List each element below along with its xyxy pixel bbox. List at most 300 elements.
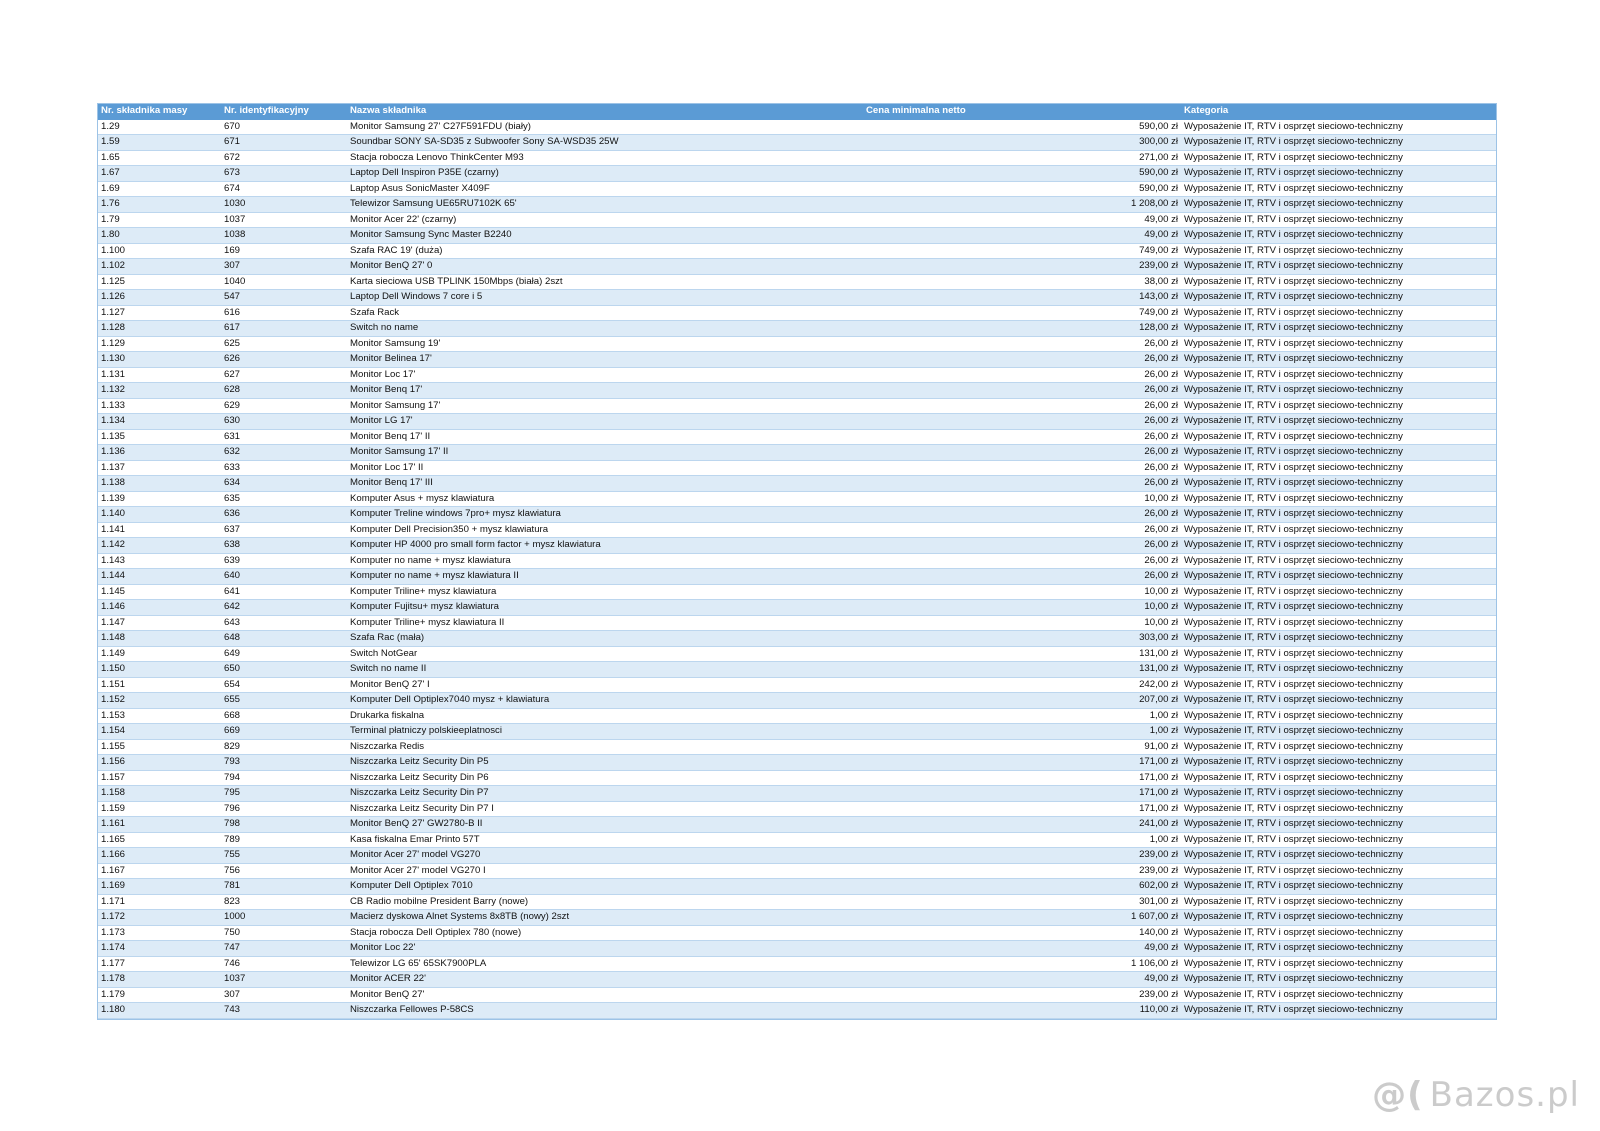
cell-category: Wyposażenie IT, RTV i osprzęt sieciowo-techniczny (1181, 150, 1496, 166)
cell-identification-number: 1040 (221, 274, 347, 290)
cell-category: Wyposażenie IT, RTV i osprzęt sieciowo-techniczny (1181, 321, 1496, 337)
cell-asset-number: 1.172 (98, 910, 221, 926)
cell-asset-number: 1.142 (98, 538, 221, 554)
table-row (98, 600, 1496, 616)
cell-category: Wyposażenie IT, RTV i osprzęt sieciowo-techniczny (1181, 770, 1496, 786)
cell-item-name: Komputer HP 4000 pro small form factor + mysz klawiatura (347, 538, 866, 554)
cell-identification-number: 637 (221, 522, 347, 538)
cell-item-name: Niszczarka Leitz Security Din P7 I (347, 801, 866, 817)
cell-item-name: Komputer Dell Precision350 + mysz klawiatura (347, 522, 866, 538)
table-row (98, 135, 1496, 151)
cell-identification-number: 747 (221, 941, 347, 957)
cell-identification-number: 669 (221, 724, 347, 740)
cell-minimum-price: 128,00 zł (866, 321, 1181, 337)
cell-asset-number: 1.79 (98, 212, 221, 228)
cell-asset-number: 1.148 (98, 631, 221, 647)
cell-minimum-price: 239,00 zł (866, 259, 1181, 275)
cell-identification-number: 1037 (221, 212, 347, 228)
table-row (98, 507, 1496, 523)
cell-item-name: Kasa fiskalna Emar Printo 57T (347, 832, 866, 848)
cell-minimum-price: 300,00 zł (866, 135, 1181, 151)
cell-category: Wyposażenie IT, RTV i osprzęt sieciowo-techniczny (1181, 600, 1496, 616)
table-row (98, 941, 1496, 957)
cell-identification-number: 794 (221, 770, 347, 786)
cell-category: Wyposażenie IT, RTV i osprzęt sieciowo-techniczny (1181, 460, 1496, 476)
cell-asset-number: 1.154 (98, 724, 221, 740)
cell-minimum-price: 26,00 zł (866, 445, 1181, 461)
cell-minimum-price: 110,00 zł (866, 1003, 1181, 1019)
cell-minimum-price: 207,00 zł (866, 693, 1181, 709)
cell-minimum-price: 590,00 zł (866, 181, 1181, 197)
cell-identification-number: 1037 (221, 972, 347, 988)
table-row (98, 445, 1496, 461)
cell-minimum-price: 239,00 zł (866, 863, 1181, 879)
cell-item-name: Laptop Dell Inspiron P35E (czarny) (347, 166, 866, 182)
cell-identification-number: 673 (221, 166, 347, 182)
cell-category: Wyposażenie IT, RTV i osprzęt sieciowo-techniczny (1181, 181, 1496, 197)
cell-category: Wyposażenie IT, RTV i osprzęt sieciowo-techniczny (1181, 259, 1496, 275)
cell-asset-number: 1.125 (98, 274, 221, 290)
header-minimum-price: Cena minimalna netto (866, 104, 1181, 119)
table-row (98, 383, 1496, 399)
cell-identification-number: 642 (221, 600, 347, 616)
cell-category: Wyposażenie IT, RTV i osprzęt sieciowo-techniczny (1181, 801, 1496, 817)
cell-item-name: Macierz dyskowa Alnet Systems 8x8TB (nowy) 2szt (347, 910, 866, 926)
cell-item-name: Komputer Fujitsu+ mysz klawiatura (347, 600, 866, 616)
cell-item-name: Monitor ACER 22' (347, 972, 866, 988)
cell-minimum-price: 171,00 zł (866, 755, 1181, 771)
cell-identification-number: 638 (221, 538, 347, 554)
cell-asset-number: 1.130 (98, 352, 221, 368)
cell-category: Wyposażenie IT, RTV i osprzęt sieciowo-techniczny (1181, 228, 1496, 244)
cell-category: Wyposażenie IT, RTV i osprzęt sieciowo-techniczny (1181, 941, 1496, 957)
cell-category: Wyposażenie IT, RTV i osprzęt sieciowo-techniczny (1181, 910, 1496, 926)
cell-category: Wyposażenie IT, RTV i osprzęt sieciowo-techniczny (1181, 290, 1496, 306)
cell-category: Wyposażenie IT, RTV i osprzęt sieciowo-techniczny (1181, 848, 1496, 864)
cell-category: Wyposażenie IT, RTV i osprzęt sieciowo-techniczny (1181, 925, 1496, 941)
cell-asset-number: 1.126 (98, 290, 221, 306)
cell-identification-number: 547 (221, 290, 347, 306)
cell-asset-number: 1.158 (98, 786, 221, 802)
table-row (98, 817, 1496, 833)
cell-minimum-price: 26,00 zł (866, 476, 1181, 492)
table-row (98, 832, 1496, 848)
table-row (98, 987, 1496, 1003)
cell-minimum-price: 10,00 zł (866, 584, 1181, 600)
cell-category: Wyposażenie IT, RTV i osprzęt sieciowo-techniczny (1181, 724, 1496, 740)
cell-minimum-price: 26,00 zł (866, 460, 1181, 476)
table-row (98, 879, 1496, 895)
cell-minimum-price: 26,00 zł (866, 538, 1181, 554)
cell-identification-number: 633 (221, 460, 347, 476)
table-row (98, 429, 1496, 445)
cell-minimum-price: 10,00 zł (866, 491, 1181, 507)
cell-minimum-price: 91,00 zł (866, 739, 1181, 755)
cell-item-name: Telewizor Samsung UE65RU7102K 65' (347, 197, 866, 213)
cell-category: Wyposażenie IT, RTV i osprzęt sieciowo-techniczny (1181, 631, 1496, 647)
table-row (98, 894, 1496, 910)
cell-category: Wyposażenie IT, RTV i osprzęt sieciowo-techniczny (1181, 383, 1496, 399)
cell-item-name: Switch no name II (347, 662, 866, 678)
cell-minimum-price: 26,00 zł (866, 367, 1181, 383)
table-row (98, 460, 1496, 476)
cell-minimum-price: 49,00 zł (866, 212, 1181, 228)
cell-category: Wyposażenie IT, RTV i osprzęt sieciowo-techniczny (1181, 274, 1496, 290)
cell-identification-number: 640 (221, 569, 347, 585)
cell-asset-number: 1.157 (98, 770, 221, 786)
watermark-logo-icon: @( (1372, 1075, 1424, 1115)
cell-category: Wyposażenie IT, RTV i osprzęt sieciowo-techniczny (1181, 708, 1496, 724)
cell-identification-number: 616 (221, 305, 347, 321)
cell-asset-number: 1.131 (98, 367, 221, 383)
table-row (98, 755, 1496, 771)
cell-item-name: Monitor BenQ 27' 0 (347, 259, 866, 275)
header-category: Kategoria (1181, 104, 1496, 119)
table-row (98, 910, 1496, 926)
table-row (98, 243, 1496, 259)
cell-item-name: Monitor Samsung Sync Master B2240 (347, 228, 866, 244)
cell-category: Wyposażenie IT, RTV i osprzęt sieciowo-techniczny (1181, 739, 1496, 755)
cell-identification-number: 750 (221, 925, 347, 941)
cell-identification-number: 796 (221, 801, 347, 817)
table-row (98, 414, 1496, 430)
bazos-watermark (1372, 1075, 1580, 1115)
cell-item-name: Terminal płatniczy polskieeplatnosci (347, 724, 866, 740)
cell-category: Wyposażenie IT, RTV i osprzęt sieciowo-techniczny (1181, 832, 1496, 848)
cell-asset-number: 1.138 (98, 476, 221, 492)
cell-item-name: Karta sieciowa USB TPLINK 150Mbps (biała) 2szt (347, 274, 866, 290)
cell-minimum-price: 10,00 zł (866, 600, 1181, 616)
cell-item-name: Monitor Benq 17' II (347, 429, 866, 445)
cell-item-name: Drukarka fiskalna (347, 708, 866, 724)
cell-asset-number: 1.137 (98, 460, 221, 476)
cell-minimum-price: 38,00 zł (866, 274, 1181, 290)
cell-category: Wyposażenie IT, RTV i osprzęt sieciowo-techniczny (1181, 507, 1496, 523)
cell-identification-number: 626 (221, 352, 347, 368)
table-row (98, 212, 1496, 228)
cell-category: Wyposażenie IT, RTV i osprzęt sieciowo-techniczny (1181, 119, 1496, 135)
cell-asset-number: 1.150 (98, 662, 221, 678)
cell-minimum-price: 749,00 zł (866, 243, 1181, 259)
cell-category: Wyposażenie IT, RTV i osprzęt sieciowo-techniczny (1181, 786, 1496, 802)
cell-item-name: Komputer Triline+ mysz klawiatura II (347, 615, 866, 631)
cell-identification-number: 798 (221, 817, 347, 833)
table-row (98, 181, 1496, 197)
cell-item-name: Szafa Rack (347, 305, 866, 321)
cell-item-name: Monitor Loc 22' (347, 941, 866, 957)
cell-minimum-price: 26,00 zł (866, 383, 1181, 399)
table-row (98, 848, 1496, 864)
cell-asset-number: 1.153 (98, 708, 221, 724)
cell-minimum-price: 10,00 zł (866, 615, 1181, 631)
cell-identification-number: 655 (221, 693, 347, 709)
cell-asset-number: 1.140 (98, 507, 221, 523)
table-header-row (98, 104, 1496, 119)
cell-item-name: Komputer Asus + mysz klawiatura (347, 491, 866, 507)
table-row (98, 321, 1496, 337)
cell-category: Wyposażenie IT, RTV i osprzęt sieciowo-techniczny (1181, 414, 1496, 430)
cell-item-name: Komputer no name + mysz klawiatura II (347, 569, 866, 585)
cell-asset-number: 1.173 (98, 925, 221, 941)
cell-category: Wyposażenie IT, RTV i osprzęt sieciowo-techniczny (1181, 662, 1496, 678)
cell-asset-number: 1.180 (98, 1003, 221, 1019)
cell-asset-number: 1.165 (98, 832, 221, 848)
cell-minimum-price: 26,00 zł (866, 336, 1181, 352)
cell-minimum-price: 131,00 zł (866, 662, 1181, 678)
cell-asset-number: 1.166 (98, 848, 221, 864)
cell-identification-number: 671 (221, 135, 347, 151)
cell-category: Wyposażenie IT, RTV i osprzęt sieciowo-techniczny (1181, 646, 1496, 662)
cell-item-name: Monitor LG 17' (347, 414, 866, 430)
cell-category: Wyposażenie IT, RTV i osprzęt sieciowo-techniczny (1181, 755, 1496, 771)
cell-minimum-price: 26,00 zł (866, 414, 1181, 430)
cell-item-name: Niszczarka Leitz Security Din P5 (347, 755, 866, 771)
cell-category: Wyposażenie IT, RTV i osprzęt sieciowo-techniczny (1181, 135, 1496, 151)
cell-asset-number: 1.147 (98, 615, 221, 631)
cell-category: Wyposażenie IT, RTV i osprzęt sieciowo-techniczny (1181, 445, 1496, 461)
cell-asset-number: 1.171 (98, 894, 221, 910)
table-row (98, 646, 1496, 662)
table-row (98, 352, 1496, 368)
cell-identification-number: 781 (221, 879, 347, 895)
cell-category: Wyposażenie IT, RTV i osprzęt sieciowo-techniczny (1181, 569, 1496, 585)
cell-category: Wyposażenie IT, RTV i osprzęt sieciowo-techniczny (1181, 584, 1496, 600)
cell-identification-number: 169 (221, 243, 347, 259)
cell-identification-number: 743 (221, 1003, 347, 1019)
cell-minimum-price: 26,00 zł (866, 398, 1181, 414)
cell-category: Wyposażenie IT, RTV i osprzęt sieciowo-techniczny (1181, 197, 1496, 213)
cell-item-name: Monitor Samsung 27' C27F591FDU (biały) (347, 119, 866, 135)
cell-item-name: Monitor Benq 17' (347, 383, 866, 399)
cell-asset-number: 1.134 (98, 414, 221, 430)
cell-category: Wyposażenie IT, RTV i osprzęt sieciowo-techniczny (1181, 1003, 1496, 1019)
cell-identification-number: 829 (221, 739, 347, 755)
table-row (98, 631, 1496, 647)
table-row (98, 398, 1496, 414)
cell-identification-number: 625 (221, 336, 347, 352)
cell-identification-number: 629 (221, 398, 347, 414)
table-row (98, 522, 1496, 538)
cell-identification-number: 756 (221, 863, 347, 879)
table-body (98, 119, 1496, 1018)
cell-item-name: Monitor Samsung 17' II (347, 445, 866, 461)
cell-item-name: Monitor Loc 17' (347, 367, 866, 383)
cell-asset-number: 1.156 (98, 755, 221, 771)
cell-item-name: Komputer Dell Optiplex7040 mysz + klawiatura (347, 693, 866, 709)
cell-asset-number: 1.133 (98, 398, 221, 414)
cell-asset-number: 1.67 (98, 166, 221, 182)
table-row (98, 228, 1496, 244)
table-row (98, 166, 1496, 182)
table-row (98, 336, 1496, 352)
cell-asset-number: 1.149 (98, 646, 221, 662)
cell-category: Wyposażenie IT, RTV i osprzęt sieciowo-techniczny (1181, 553, 1496, 569)
cell-identification-number: 628 (221, 383, 347, 399)
cell-item-name: Monitor BenQ 27' I (347, 677, 866, 693)
cell-minimum-price: 239,00 zł (866, 987, 1181, 1003)
cell-minimum-price: 49,00 zł (866, 228, 1181, 244)
cell-identification-number: 643 (221, 615, 347, 631)
cell-item-name: CB Radio mobilne President Barry (nowe) (347, 894, 866, 910)
cell-identification-number: 746 (221, 956, 347, 972)
cell-identification-number: 617 (221, 321, 347, 337)
table-row (98, 538, 1496, 554)
cell-category: Wyposażenie IT, RTV i osprzęt sieciowo-techniczny (1181, 863, 1496, 879)
table-row (98, 956, 1496, 972)
cell-item-name: Niszczarka Redis (347, 739, 866, 755)
table-row (98, 863, 1496, 879)
cell-category: Wyposażenie IT, RTV i osprzęt sieciowo-techniczny (1181, 677, 1496, 693)
table-row (98, 693, 1496, 709)
table-row (98, 274, 1496, 290)
header-item-name: Nazwa składnika (347, 104, 866, 119)
table-row (98, 615, 1496, 631)
cell-item-name: Monitor Samsung 19' (347, 336, 866, 352)
cell-asset-number: 1.136 (98, 445, 221, 461)
cell-identification-number: 1038 (221, 228, 347, 244)
cell-item-name: Monitor Acer 27' model VG270 I (347, 863, 866, 879)
cell-identification-number: 630 (221, 414, 347, 430)
table-row (98, 1003, 1496, 1019)
cell-asset-number: 1.179 (98, 987, 221, 1003)
cell-asset-number: 1.144 (98, 569, 221, 585)
cell-minimum-price: 749,00 zł (866, 305, 1181, 321)
cell-minimum-price: 303,00 zł (866, 631, 1181, 647)
cell-identification-number: 636 (221, 507, 347, 523)
cell-item-name: Laptop Dell Windows 7 core i 5 (347, 290, 866, 306)
cell-item-name: Komputer Triline+ mysz klawiatura (347, 584, 866, 600)
cell-asset-number: 1.145 (98, 584, 221, 600)
table-row (98, 569, 1496, 585)
cell-item-name: Niszczarka Leitz Security Din P6 (347, 770, 866, 786)
cell-category: Wyposażenie IT, RTV i osprzęt sieciowo-techniczny (1181, 212, 1496, 228)
cell-category: Wyposażenie IT, RTV i osprzęt sieciowo-techniczny (1181, 522, 1496, 538)
cell-minimum-price: 171,00 zł (866, 801, 1181, 817)
table-row (98, 770, 1496, 786)
cell-minimum-price: 590,00 zł (866, 119, 1181, 135)
cell-minimum-price: 239,00 zł (866, 848, 1181, 864)
table-row (98, 801, 1496, 817)
cell-identification-number: 1030 (221, 197, 347, 213)
cell-identification-number: 793 (221, 755, 347, 771)
cell-identification-number: 641 (221, 584, 347, 600)
cell-item-name: Monitor BenQ 27' GW2780-B II (347, 817, 866, 833)
table-row (98, 197, 1496, 213)
cell-item-name: Monitor Loc 17' II (347, 460, 866, 476)
cell-asset-number: 1.132 (98, 383, 221, 399)
header-asset-number: Nr. składnika masy (98, 104, 221, 119)
table-row (98, 553, 1496, 569)
cell-minimum-price: 26,00 zł (866, 522, 1181, 538)
cell-asset-number: 1.159 (98, 801, 221, 817)
cell-identification-number: 674 (221, 181, 347, 197)
cell-item-name: Monitor Acer 22' (czarny) (347, 212, 866, 228)
cell-item-name: Stacja robocza Lenovo ThinkCenter M93 (347, 150, 866, 166)
cell-category: Wyposażenie IT, RTV i osprzęt sieciowo-techniczny (1181, 538, 1496, 554)
cell-category: Wyposażenie IT, RTV i osprzęt sieciowo-techniczny (1181, 817, 1496, 833)
cell-asset-number: 1.65 (98, 150, 221, 166)
cell-item-name: Szafa Rac (mała) (347, 631, 866, 647)
table-row (98, 739, 1496, 755)
cell-minimum-price: 590,00 zł (866, 166, 1181, 182)
cell-category: Wyposażenie IT, RTV i osprzęt sieciowo-techniczny (1181, 243, 1496, 259)
cell-category: Wyposażenie IT, RTV i osprzęt sieciowo-techniczny (1181, 987, 1496, 1003)
cell-category: Wyposażenie IT, RTV i osprzęt sieciowo-techniczny (1181, 352, 1496, 368)
cell-identification-number: 668 (221, 708, 347, 724)
asset-table (98, 104, 1496, 1019)
table-row (98, 290, 1496, 306)
cell-category: Wyposażenie IT, RTV i osprzęt sieciowo-techniczny (1181, 956, 1496, 972)
cell-item-name: Switch no name (347, 321, 866, 337)
cell-minimum-price: 131,00 zł (866, 646, 1181, 662)
cell-asset-number: 1.174 (98, 941, 221, 957)
cell-identification-number: 634 (221, 476, 347, 492)
cell-asset-number: 1.167 (98, 863, 221, 879)
cell-identification-number: 1000 (221, 910, 347, 926)
cell-item-name: Telewizor LG 65' 65SK7900PLA (347, 956, 866, 972)
cell-identification-number: 755 (221, 848, 347, 864)
table-row (98, 708, 1496, 724)
cell-category: Wyposażenie IT, RTV i osprzęt sieciowo-techniczny (1181, 879, 1496, 895)
cell-minimum-price: 26,00 zł (866, 429, 1181, 445)
cell-category: Wyposażenie IT, RTV i osprzęt sieciowo-techniczny (1181, 336, 1496, 352)
table-row (98, 786, 1496, 802)
cell-category: Wyposażenie IT, RTV i osprzęt sieciowo-techniczny (1181, 367, 1496, 383)
table-row (98, 584, 1496, 600)
cell-asset-number: 1.80 (98, 228, 221, 244)
watermark-text: Bazos.pl (1429, 1075, 1580, 1115)
cell-identification-number: 672 (221, 150, 347, 166)
cell-identification-number: 631 (221, 429, 347, 445)
cell-asset-number: 1.59 (98, 135, 221, 151)
cell-minimum-price: 143,00 zł (866, 290, 1181, 306)
cell-minimum-price: 1,00 zł (866, 708, 1181, 724)
cell-asset-number: 1.152 (98, 693, 221, 709)
table-row (98, 925, 1496, 941)
asset-table-container (97, 103, 1497, 1020)
cell-minimum-price: 49,00 zł (866, 941, 1181, 957)
cell-item-name: Komputer Treline windows 7pro+ mysz klawiatura (347, 507, 866, 523)
cell-item-name: Soundbar SONY SA-SD35 z Subwoofer Sony SA-WSD35 25W (347, 135, 866, 151)
cell-category: Wyposażenie IT, RTV i osprzęt sieciowo-techniczny (1181, 693, 1496, 709)
cell-asset-number: 1.169 (98, 879, 221, 895)
header-identification-number: Nr. identyfikacyjny (221, 104, 347, 119)
cell-asset-number: 1.129 (98, 336, 221, 352)
cell-category: Wyposażenie IT, RTV i osprzęt sieciowo-techniczny (1181, 166, 1496, 182)
cell-minimum-price: 171,00 zł (866, 770, 1181, 786)
cell-identification-number: 654 (221, 677, 347, 693)
cell-identification-number: 649 (221, 646, 347, 662)
table-row (98, 305, 1496, 321)
table-row (98, 972, 1496, 988)
cell-item-name: Switch NotGear (347, 646, 866, 662)
cell-identification-number: 632 (221, 445, 347, 461)
table-row (98, 476, 1496, 492)
cell-identification-number: 639 (221, 553, 347, 569)
table-row (98, 119, 1496, 135)
cell-identification-number: 307 (221, 987, 347, 1003)
cell-minimum-price: 140,00 zł (866, 925, 1181, 941)
cell-asset-number: 1.151 (98, 677, 221, 693)
cell-minimum-price: 26,00 zł (866, 553, 1181, 569)
cell-identification-number: 627 (221, 367, 347, 383)
cell-asset-number: 1.102 (98, 259, 221, 275)
cell-identification-number: 650 (221, 662, 347, 678)
cell-category: Wyposażenie IT, RTV i osprzęt sieciowo-techniczny (1181, 491, 1496, 507)
cell-asset-number: 1.177 (98, 956, 221, 972)
cell-asset-number: 1.128 (98, 321, 221, 337)
cell-item-name: Komputer Dell Optiplex 7010 (347, 879, 866, 895)
